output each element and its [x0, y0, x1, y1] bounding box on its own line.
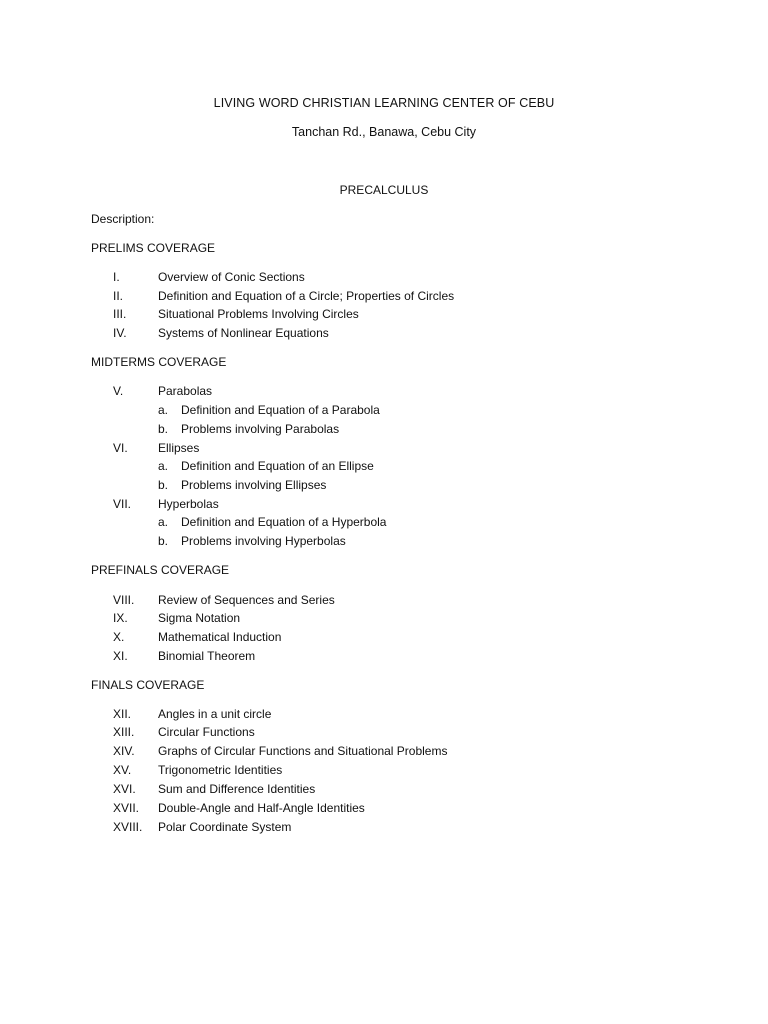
item-number: XV.	[113, 763, 132, 777]
sub-list-item	[0, 534, 768, 552]
item-text: Parabolas	[158, 384, 213, 398]
sub-list-item	[0, 422, 768, 440]
list-item	[0, 307, 768, 325]
item-number: V.	[113, 384, 124, 398]
sub-item-text: Definition and Equation of an Ellipse	[181, 459, 374, 473]
sub-item-letter: b.	[158, 478, 169, 492]
sub-item-letter: a.	[158, 403, 169, 417]
item-text: Review of Sequences and Series	[158, 593, 335, 607]
list-item	[0, 326, 768, 344]
item-number: I.	[113, 270, 120, 284]
item-text: Situational Problems Involving Circles	[158, 307, 359, 321]
item-text: Binomial Theorem	[158, 649, 256, 663]
list-item	[0, 820, 768, 838]
course-title: PRECALCULUS	[339, 183, 429, 197]
sub-item-text: Problems involving Ellipses	[181, 478, 327, 492]
item-number: X.	[113, 630, 125, 644]
midterms-heading: MIDTERMS COVERAGE	[91, 355, 227, 369]
school-address: Tanchan Rd., Banawa, Cebu City	[291, 125, 477, 139]
list-item	[0, 763, 768, 781]
item-text: Mathematical Induction	[158, 630, 282, 644]
item-text: Angles in a unit circle	[158, 707, 272, 721]
item-text: Polar Coordinate System	[158, 820, 292, 834]
sub-item-text: Definition and Equation of a Parabola	[181, 403, 380, 417]
item-number: XII.	[113, 707, 132, 721]
item-number: XIV.	[113, 744, 135, 758]
sub-item-text: Problems involving Hyperbolas	[181, 534, 346, 548]
item-number: IV.	[113, 326, 127, 340]
item-number: VII.	[113, 497, 132, 511]
sub-item-text: Definition and Equation of a Hyperbola	[181, 515, 387, 529]
item-number: IX.	[113, 611, 128, 625]
list-item	[0, 441, 768, 459]
item-number: XVII.	[113, 801, 140, 815]
sub-item-text: Problems involving Parabolas	[181, 422, 340, 436]
prelims-heading: PRELIMS COVERAGE	[91, 241, 216, 255]
sub-item-letter: a.	[158, 459, 169, 473]
sub-list-item	[0, 459, 768, 477]
sub-list-item	[0, 403, 768, 421]
list-item	[0, 611, 768, 629]
item-text: Sum and Difference Identities	[158, 782, 316, 796]
sub-item-letter: b.	[158, 422, 169, 436]
item-number: VIII.	[113, 593, 135, 607]
list-item	[0, 384, 768, 402]
item-number: XVI.	[113, 782, 136, 796]
prefinals-heading: PREFINALS COVERAGE	[91, 563, 230, 577]
list-item	[0, 593, 768, 611]
list-item	[0, 497, 768, 515]
item-text: Overview of Conic Sections	[158, 270, 305, 284]
item-text: Graphs of Circular Functions and Situational Problems	[158, 744, 448, 758]
item-number: XVIII.	[113, 820, 143, 834]
list-item	[0, 649, 768, 667]
sub-item-letter: b.	[158, 534, 169, 548]
list-item	[0, 782, 768, 800]
sub-item-letter: a.	[158, 515, 169, 529]
list-item	[0, 725, 768, 743]
item-number: XI.	[113, 649, 128, 663]
list-item	[0, 270, 768, 288]
item-text: Circular Functions	[158, 725, 255, 739]
item-number: VI.	[113, 441, 128, 455]
list-item	[0, 744, 768, 762]
item-number: XIII.	[113, 725, 135, 739]
description-label: Description:	[91, 212, 155, 226]
item-text: Double-Angle and Half-Angle Identities	[158, 801, 365, 815]
item-number: III.	[113, 307, 127, 321]
list-item	[0, 801, 768, 819]
item-text: Trigonometric Identities	[158, 763, 283, 777]
item-text: Hyperbolas	[158, 497, 219, 511]
list-item	[0, 630, 768, 648]
school-name: LIVING WORD CHRISTIAN LEARNING CENTER OF CEBU	[213, 96, 555, 110]
item-number: II.	[113, 289, 124, 303]
item-text: Ellipses	[158, 441, 200, 455]
item-text: Sigma Notation	[158, 611, 241, 625]
item-text: Systems of Nonlinear Equations	[158, 326, 329, 340]
sub-list-item	[0, 515, 768, 533]
finals-heading: FINALS COVERAGE	[91, 678, 205, 692]
item-text: Definition and Equation of a Circle; Properties of Circles	[158, 289, 455, 303]
sub-list-item	[0, 478, 768, 496]
list-item	[0, 289, 768, 307]
list-item	[0, 707, 768, 725]
